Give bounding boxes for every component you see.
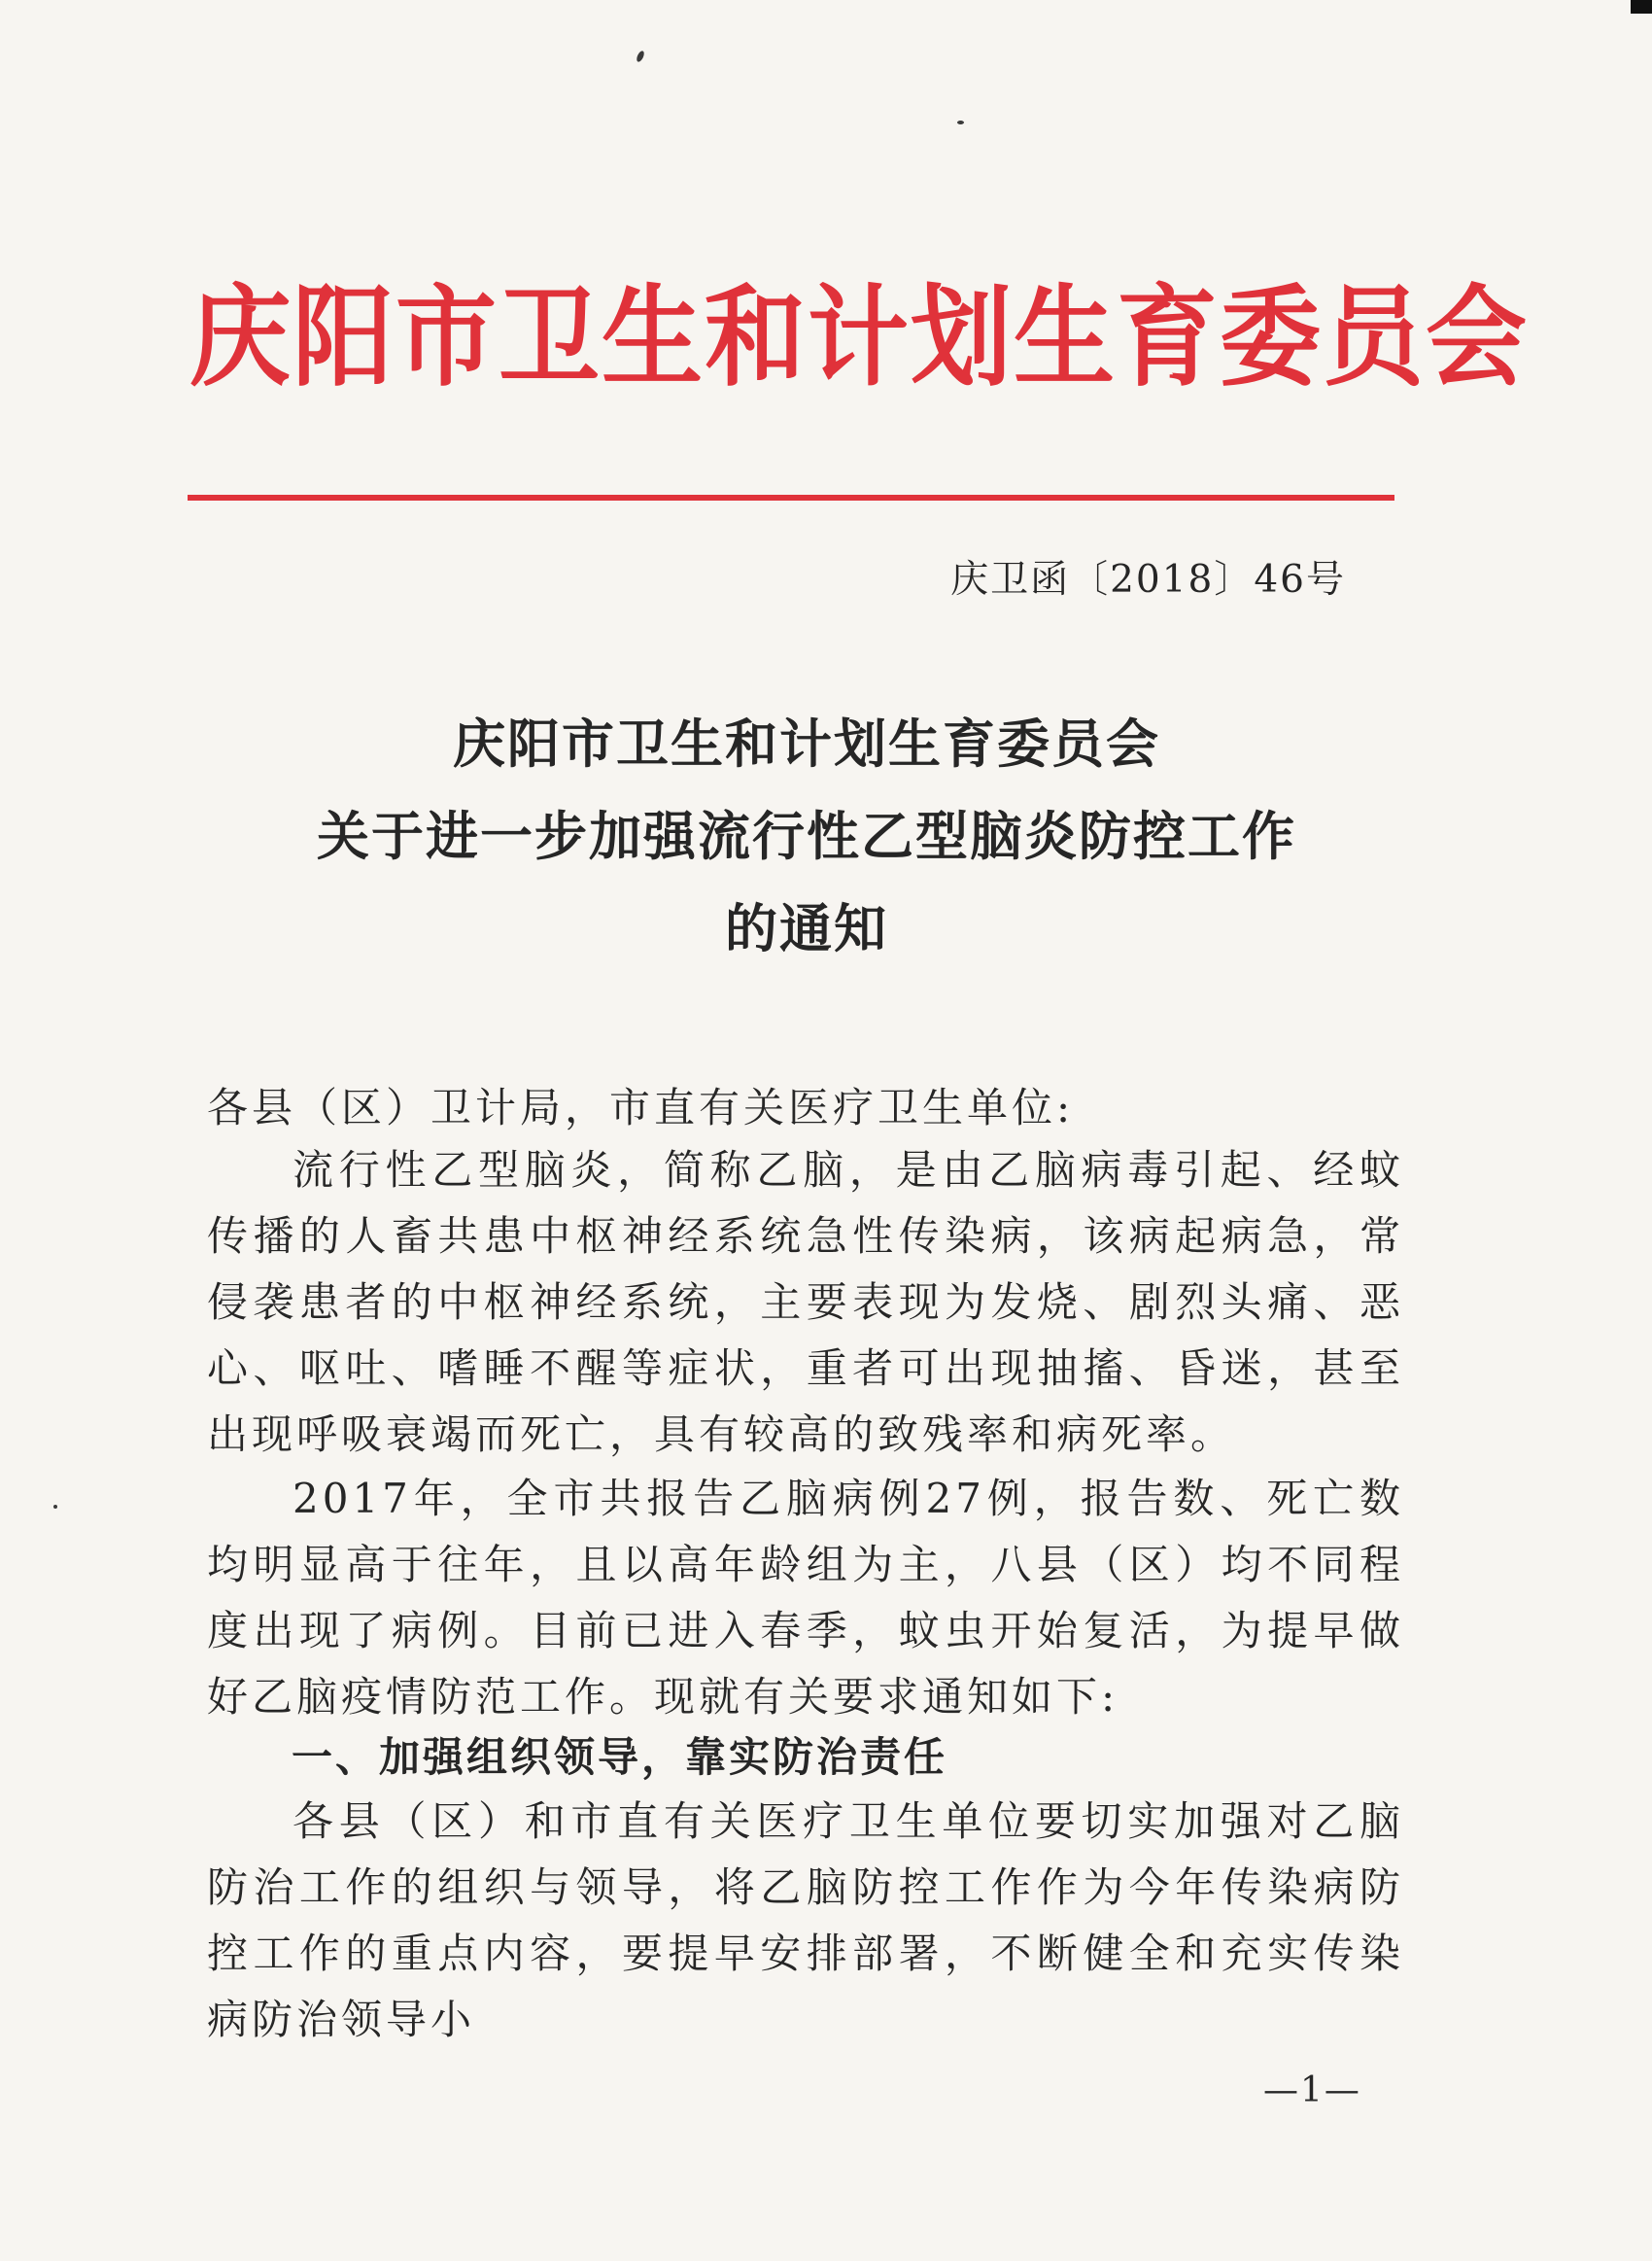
body-paragraph-2: 2017年，全市共报告乙脑病例27例，报告数、死亡数均明显高于往年，且以高年龄组为主，八县（区）均不同程度出现了病例。目前已进入春季，蚊虫开始复活，为提早做好乙脑疫情防范工作。现就有关要求通知如下: [207,1475,1404,1721]
document-number: 庆卫函〔2018〕46号 [950,558,1346,602]
page-number: —1— [1263,2070,1361,2110]
section-1-paragraph: 各县（区）和市直有关医疗卫生单位要切实加强对乙脑防治工作的组织与领导，将乙脑防控工作作为今年传染病防控工作的重点内容，要提早安排部署，不断健全和充实传染病防治领导小 [207,1797,1404,2043]
scan-speck [636,50,646,62]
letterhead-red-rule [188,495,1394,501]
scan-speck [53,1505,57,1509]
scan-corner-mark [1631,0,1652,14]
body-paragraph-1: 流行性乙型脑炎，简称乙脑，是由乙脑病毒引起、经蚊传播的人畜共患中枢神经系统急性传染病，该病起病急，常侵袭患者的中枢神经系统，主要表现为发烧、剧烈头痛、恶心、呕吐、嗜睡不醒等症状，重者可出现抽搐、昏迷，甚至出现呼吸衰竭而死亡，具有较高的致残率和病死率。 [207,1146,1404,1458]
document-title-line-3: 的通知 [725,897,888,959]
document-title-line-1: 庆阳市卫生和计划生育委员会 [453,713,1160,775]
section-heading-1: 一、加强组织领导，靠实防治责任 [292,1733,948,1781]
scan-speck [957,121,964,124]
salutation: 各县（区）卫计局，市直有关医疗卫生单位: [207,1084,1075,1131]
letterhead-title: 庆阳市卫生和计划生育委员会 [189,272,1530,401]
document-title-line-2: 关于进一步加强流行性乙型脑炎防控工作 [317,805,1296,867]
